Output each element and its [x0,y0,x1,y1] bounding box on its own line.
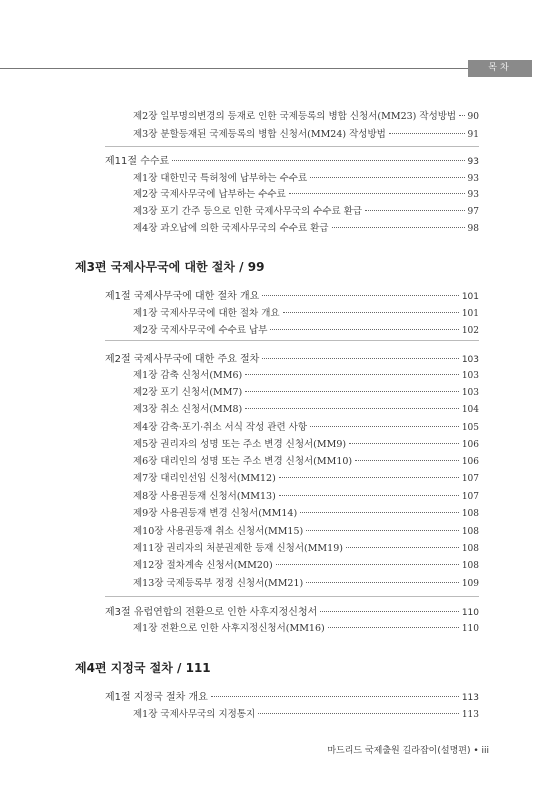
leader-dots [245,374,459,375]
leader-dots [283,312,459,313]
toc-section-entry[interactable] [105,152,479,166]
toc-page-number: 108 [461,509,479,519]
toc-section-entry[interactable] [105,350,479,364]
leader-dots [346,547,459,548]
toc-page-number: 106 [461,440,479,450]
section-divider [105,146,479,147]
toc-entry-title: 제9장 사용권등재 변경 신청서(MM14) [133,508,298,519]
toc-entry-title: 제3절 유럽연합의 전환으로 인한 사후지정신청서 [105,607,318,618]
toc-entry-title: 제1절 국제사무국에 대한 절차 개요 [105,291,260,302]
leader-dots [355,460,459,461]
toc-entry-title: 제2장 국제사무국에 납부하는 수수료 [133,189,286,200]
toc-page-number: 90 [467,112,479,122]
leader-dots [320,611,459,612]
toc-chapter-entry[interactable] [133,436,479,450]
toc-entry-title: 제7장 대리인선임 신청서(MM12) [133,473,276,484]
toc-page-number: 101 [461,292,479,302]
toc-entry-title: 제2장 포기 신청서(MM7) [133,387,243,398]
toc-chapter-entry[interactable] [133,401,479,415]
toc-chapter-entry[interactable] [133,322,479,336]
leader-dots [245,391,459,392]
toc-chapter-entry[interactable] [133,170,479,184]
section-divider [105,340,479,341]
leader-dots [365,210,464,211]
toc-page-number: 93 [467,157,479,167]
toc-entry-title: 제11절 수수료 [105,156,170,167]
toc-chapter-entry[interactable] [133,453,479,467]
leader-dots [310,177,464,178]
toc-chapter-entry[interactable] [133,419,479,433]
toc-page-number: 103 [461,371,479,381]
toc-chapter-entry[interactable] [133,470,479,484]
toc-page-number: 108 [461,527,479,537]
toc-chapter-entry[interactable] [133,367,479,381]
leader-dots [300,512,459,513]
toc-page-number: 103 [461,388,479,398]
toc-chapter-entry[interactable] [133,523,479,537]
toc-entry-title: 제13장 국제등록부 정정 신청서(MM21) [133,578,304,589]
toc-entry-title: 제4장 감축·포기·취소 서식 작성 관련 사항 [133,422,308,433]
toc-entry-title: 제10장 사용권등재 취소 신청서(MM15) [133,526,304,537]
toc-entry-title: 제12장 절차계속 신청서(MM20) [133,560,273,571]
toc-entry-title: 제1장 국제사무국의 지정통지 [133,709,256,720]
leader-dots [279,477,459,478]
toc-tab: 목차 [468,60,532,77]
toc-entry-title: 제1장 감축 신청서(MM6) [133,370,243,381]
toc-page-number: 93 [467,190,479,200]
leader-dots [289,193,465,194]
toc-entry-title: 제6장 대리인의 성명 또는 주소 변경 신청서(MM10) [133,456,353,467]
leader-dots [306,582,459,583]
toc-entry-title: 제8장 사용권등재 신청서(MM13) [133,491,276,502]
toc-entry-title: 제3장 분할등재된 국제등록의 병합 신청서(MM24) 작성방법 [133,129,386,140]
toc-chapter-entry[interactable] [133,620,479,634]
toc-page-number: 110 [461,608,479,618]
toc-page-number: 93 [467,174,479,184]
toc-section-entry[interactable] [105,603,479,617]
toc-chapter-entry[interactable] [133,706,479,720]
toc-page-number: 113 [461,710,479,720]
leader-dots [211,696,459,697]
leader-dots [349,443,459,444]
toc-chapter-entry[interactable] [133,384,479,398]
leader-dots [172,160,464,161]
toc-chapter-entry[interactable] [133,220,479,234]
toc-entry-title: 제2장 일부명의변경의 등재로 인한 국제등록의 병합 신청서(MM23) 작성방법 [133,111,457,122]
toc-entry-title: 제2절 국제사무국에 대한 주요 절차 [105,354,260,365]
leader-dots [245,408,459,409]
toc-chapter-entry[interactable] [133,186,479,200]
toc-page-number: 101 [461,309,479,319]
leader-dots [258,713,459,714]
page-footer: 마드리드 국제출원 길라잡이(설명편) • iii [327,746,489,756]
leader-dots [276,564,459,565]
toc-chapter-entry[interactable] [133,488,479,502]
toc-section-entry[interactable] [105,688,479,702]
toc-section-entry[interactable] [105,287,479,301]
toc-chapter-entry[interactable] [133,575,479,589]
toc-page-number: 103 [461,355,479,365]
part-heading: 제3편 국제사무국에 대한 절차 / 99 [75,260,265,274]
leader-dots [389,133,465,134]
toc-entry-title: 제1장 국제사무국에 대한 절차 개요 [133,308,280,319]
toc-chapter-entry[interactable] [133,505,479,519]
toc-page-number: 102 [461,326,479,336]
toc-chapter-entry[interactable] [133,540,479,554]
toc-page-number: 108 [461,561,479,571]
toc-chapter-entry[interactable] [133,203,479,217]
toc-chapter-entry[interactable] [133,305,479,319]
leader-dots [459,115,464,116]
leader-dots [310,426,459,427]
toc-entry-title: 제3장 포기 간주 등으로 인한 국제사무국의 수수료 환급 [133,206,363,217]
toc-entry-title: 제3장 취소 신청서(MM8) [133,404,243,415]
section-divider [105,596,479,597]
toc-page-number: 109 [461,579,479,589]
leader-dots [262,295,458,296]
leader-dots [279,495,459,496]
toc-chapter-entry[interactable] [133,108,479,122]
leader-dots [328,627,459,628]
toc-entry-title: 제1절 지정국 절차 개요 [105,692,208,703]
toc-page-number: 113 [461,693,479,703]
toc-page-number: 106 [461,457,479,467]
toc-page-number: 104 [461,405,479,415]
toc-page-number: 91 [467,130,479,140]
leader-dots [270,329,458,330]
toc-chapter-entry[interactable] [133,557,479,571]
toc-page-number: 108 [461,544,479,554]
leader-dots [306,530,459,531]
part-heading: 제4편 지정국 절차 / 111 [75,661,211,675]
toc-entry-title: 제1장 전환으로 인한 사후지정신청서(MM16) [133,623,325,634]
toc-entry-title: 제2장 국제사무국에 수수료 납부 [133,325,268,336]
header-rule [0,68,477,69]
toc-page-number: 105 [461,423,479,433]
toc-entry-title: 제11장 권리자의 처분권제한 등재 신청서(MM19) [133,543,343,554]
leader-dots [262,358,458,359]
toc-page-number: 110 [461,624,479,634]
toc-page-number: 107 [461,492,479,502]
toc-chapter-entry[interactable] [133,126,479,140]
toc-entry-title: 제1장 대한민국 특허청에 납부하는 수수료 [133,173,308,184]
leader-dots [332,227,465,228]
toc-entry-title: 제5장 권리자의 성명 또는 주소 변경 신청서(MM9) [133,439,347,450]
toc-page-number: 98 [467,224,479,234]
toc-page-number: 97 [467,207,479,217]
toc-entry-title: 제4장 과오납에 의한 국제사무국의 수수료 환급 [133,223,329,234]
toc-page-number: 107 [461,474,479,484]
